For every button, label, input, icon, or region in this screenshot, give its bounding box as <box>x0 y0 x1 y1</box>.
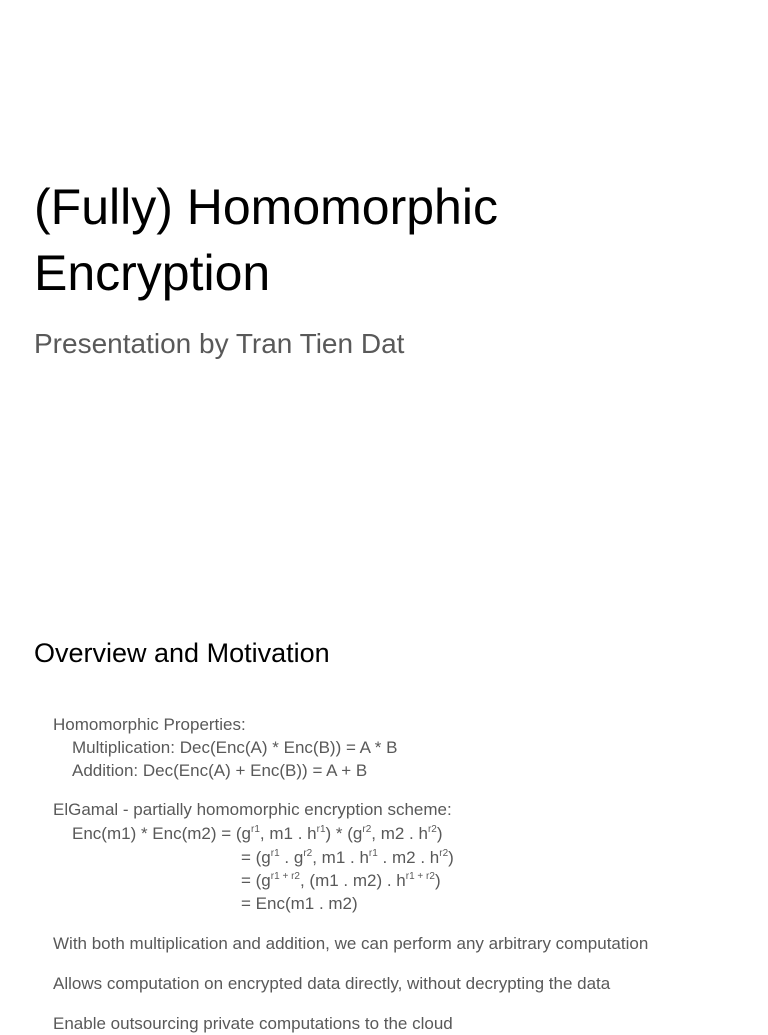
elgamal-equation-line-3: = ($g^{r1 + r2}$, (m1 . m2) . $h^{r1 + r2}$) <box>241 871 441 890</box>
presentation-subtitle: Presentation by Tran Tien Dat <box>34 328 405 359</box>
addition-property: Addition: Dec(Enc(A) + Enc(B)) = A + B <box>72 761 368 780</box>
homomorphic-properties-label: Homomorphic Properties: <box>53 715 246 734</box>
slide-heading: Overview and Motivation <box>34 638 330 668</box>
point-arbitrary-computation: With both multiplication and addition, we can perform any arbitrary computation <box>53 934 649 953</box>
presentation-title: (Fully) Homomorphic Encryption <box>34 179 498 301</box>
overview-slide <box>0 576 768 1033</box>
point-encrypted-computation: Allows computation on encrypted data directly, without decrypting the data <box>53 974 611 993</box>
point-outsourcing: Enable outsourcing private computations to the cloud <box>53 1014 453 1033</box>
elgamal-equation-line-2: = ($g^{r1}$ . $g^{r2}$, m1 . $h^{r1}$ . m2 . $h^{r2}$) <box>241 848 454 867</box>
elgamal-equation-line-1: $Enc(m1) * Enc(m2) = (g^{r1}$, m1 . $h^{r1}) * (g^{r2}$, m2 . $h^{r2}$) <box>72 824 443 843</box>
elgamal-label: ElGamal - partially homomorphic encryption scheme: <box>53 800 452 819</box>
elgamal-equation-line-4: = Enc(m1 . m2) <box>241 894 358 913</box>
multiplication-property: Multiplication: Dec(Enc(A) * Enc(B)) = A * B <box>72 738 398 757</box>
